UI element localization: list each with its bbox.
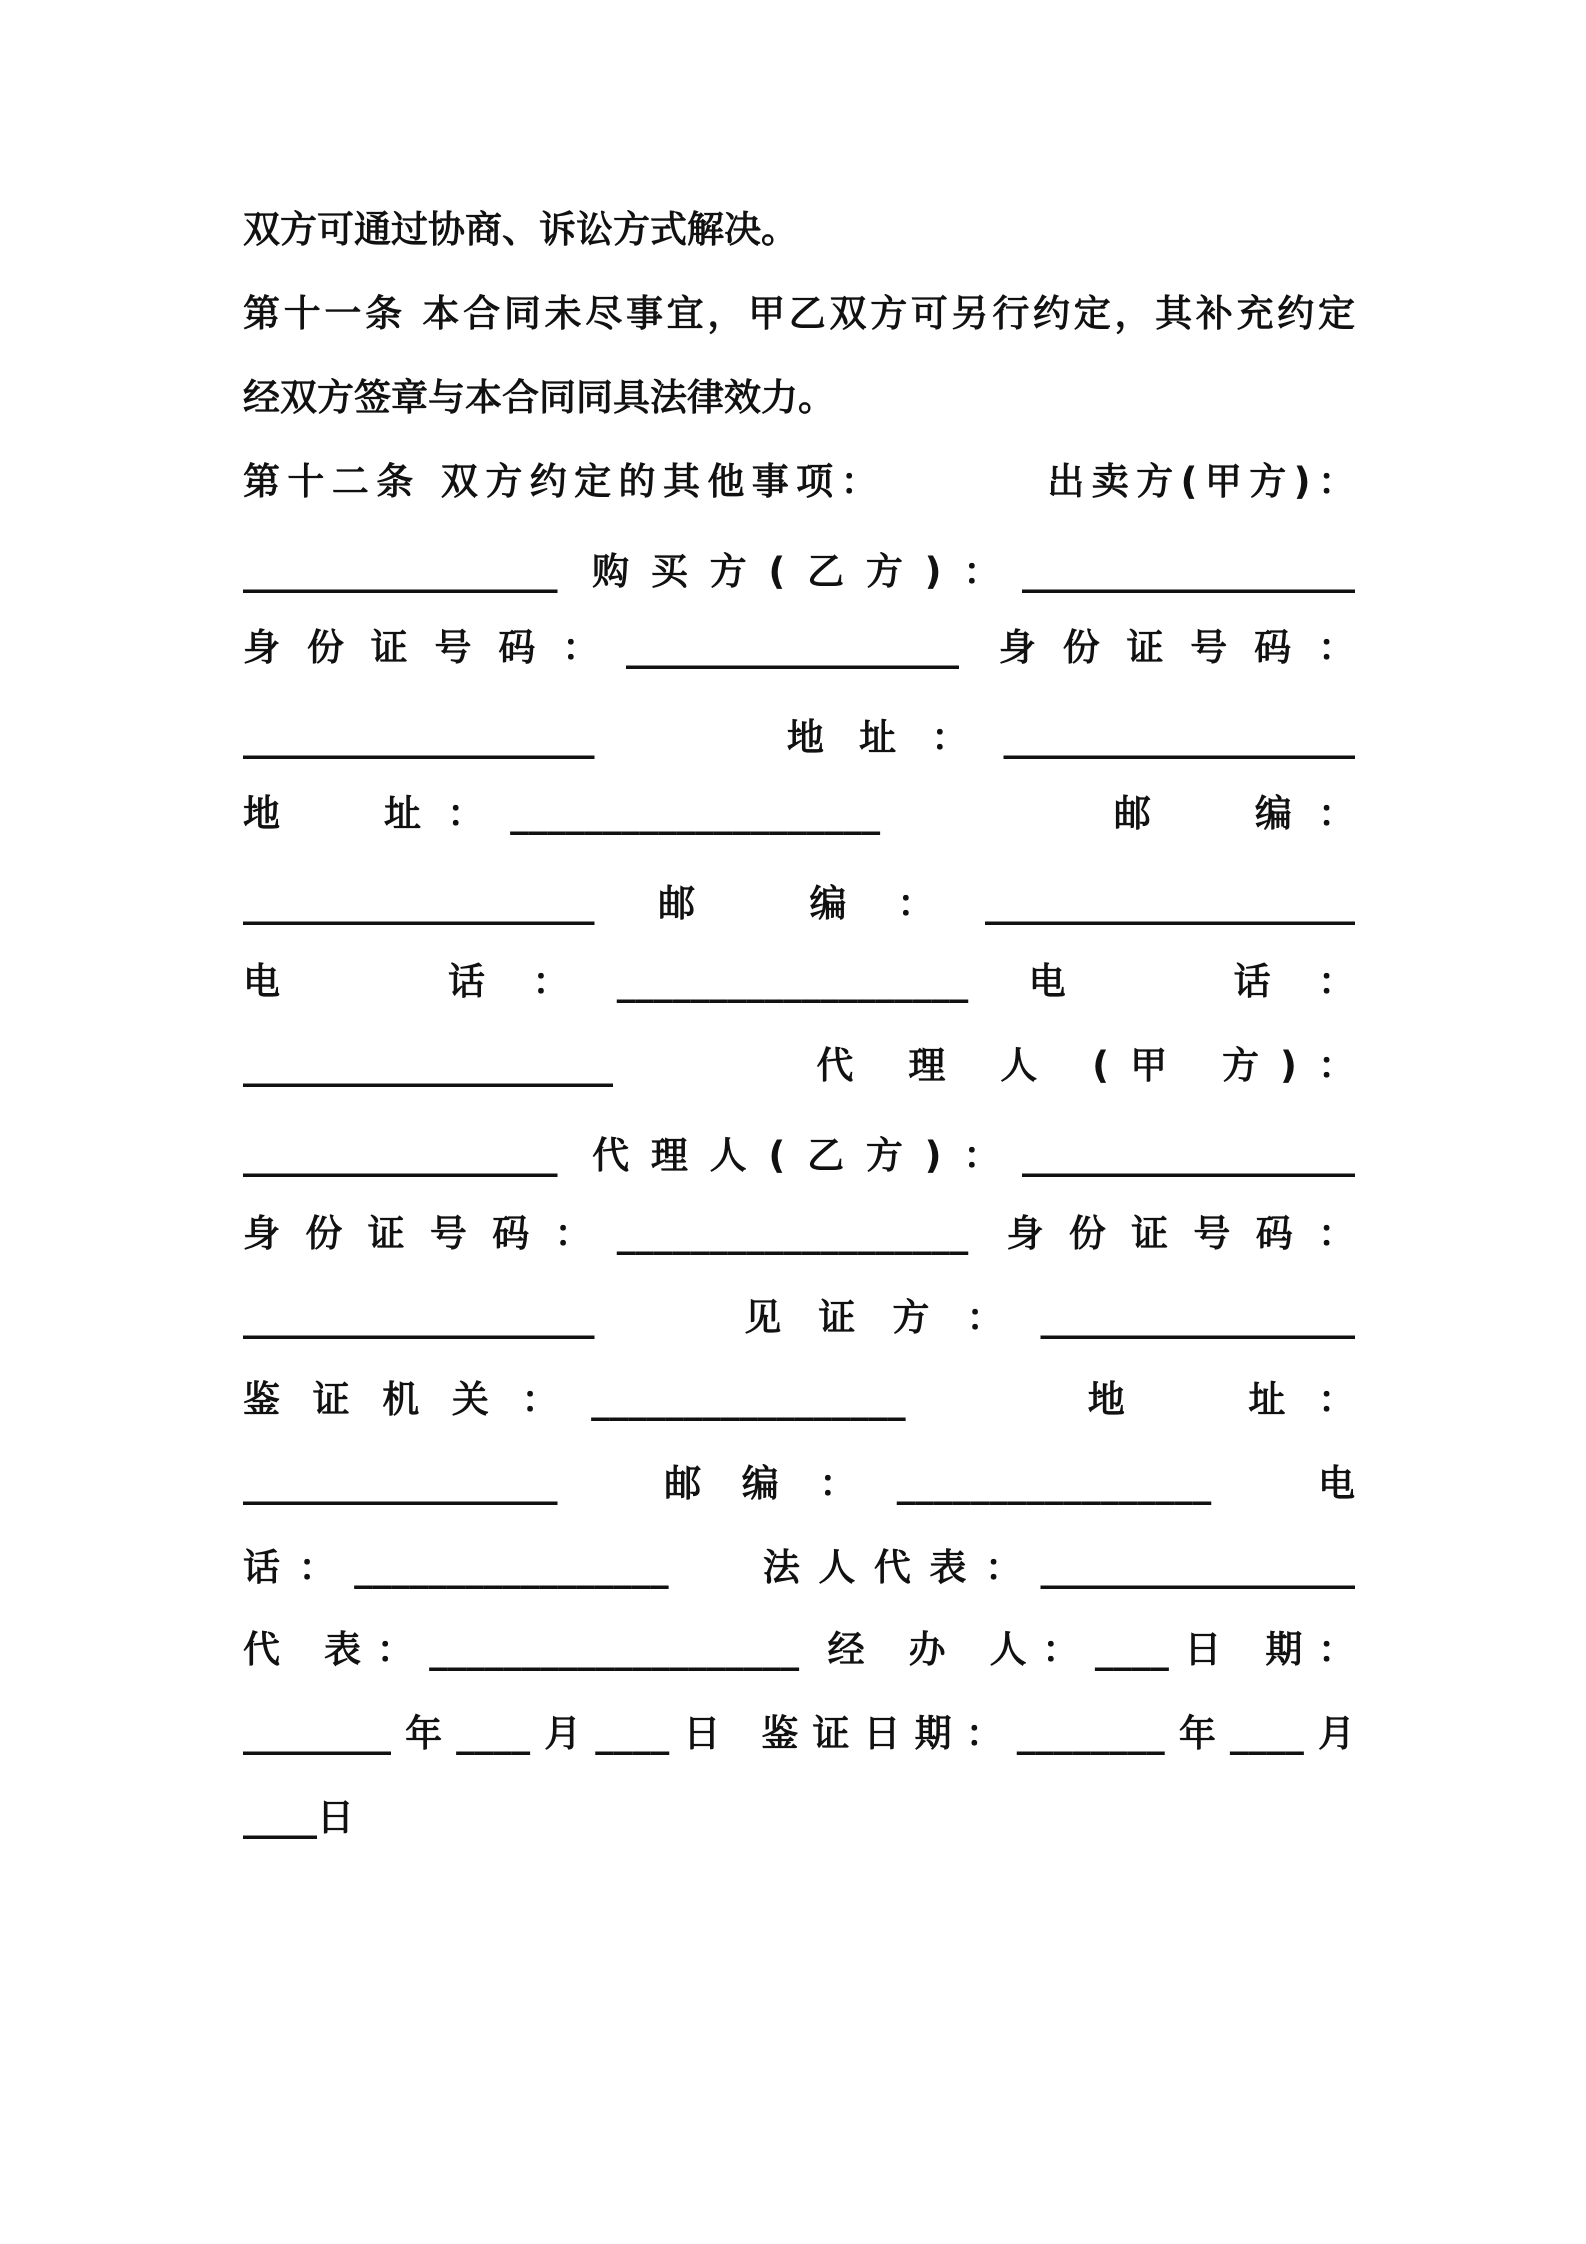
address-postcode-line: 地 址：____________________ 邮 编：	[243, 792, 1355, 835]
representative-handler-date-line: 代 表：____________________ 经 办 人：____日 期：	[243, 1628, 1355, 1671]
authentication-authority-line: 鉴证机关：_________________ 地 址：	[243, 1378, 1355, 1421]
date-authentication-date-line: ________年____月____日 鉴证日期：________年____月	[243, 1712, 1355, 1755]
legal-representative-line: 话：_________________ 法人代表：_________________	[243, 1546, 1355, 1589]
article-12-seller-line: 第十二条 双方约定的其他事项： 出卖方(甲方)：	[243, 460, 1355, 503]
address-line-1: ___________________ 地址：___________________	[243, 716, 1355, 759]
postcode-phone-line: _________________ 邮编：_________________ 电	[243, 1462, 1355, 1505]
phone-line: 电 话：___________________ 电 话：	[243, 960, 1355, 1003]
text-line-1: 双方可通过协商、诉讼方式解决。	[243, 208, 798, 251]
date-day-line: ____日	[243, 1796, 354, 1839]
agent-party-a-line: ____________________ 代 理 人 (甲 方)：	[243, 1044, 1355, 1087]
article-11-line-1: 第十一条 本合同未尽事宜，甲乙双方可另行约定，其补充约定	[243, 292, 1355, 335]
article-11-line-2: 经双方签章与本合同同具法律效力。	[243, 376, 835, 419]
postcode-line: ___________________ 邮 编：____________________	[243, 882, 1355, 925]
id-number-line-1: 身份证号码：__________________ 身份证号码：	[243, 626, 1355, 669]
witness-line: ___________________ 见证方：_________________	[243, 1296, 1355, 1339]
buyer-line: _________________ 购买方(乙方)：__________________	[243, 550, 1355, 593]
id-number-line-2: 身份证号码：___________________ 身份证号码：	[243, 1212, 1355, 1255]
agent-party-b-line: _________________ 代理人(乙方)：__________________	[243, 1134, 1355, 1177]
